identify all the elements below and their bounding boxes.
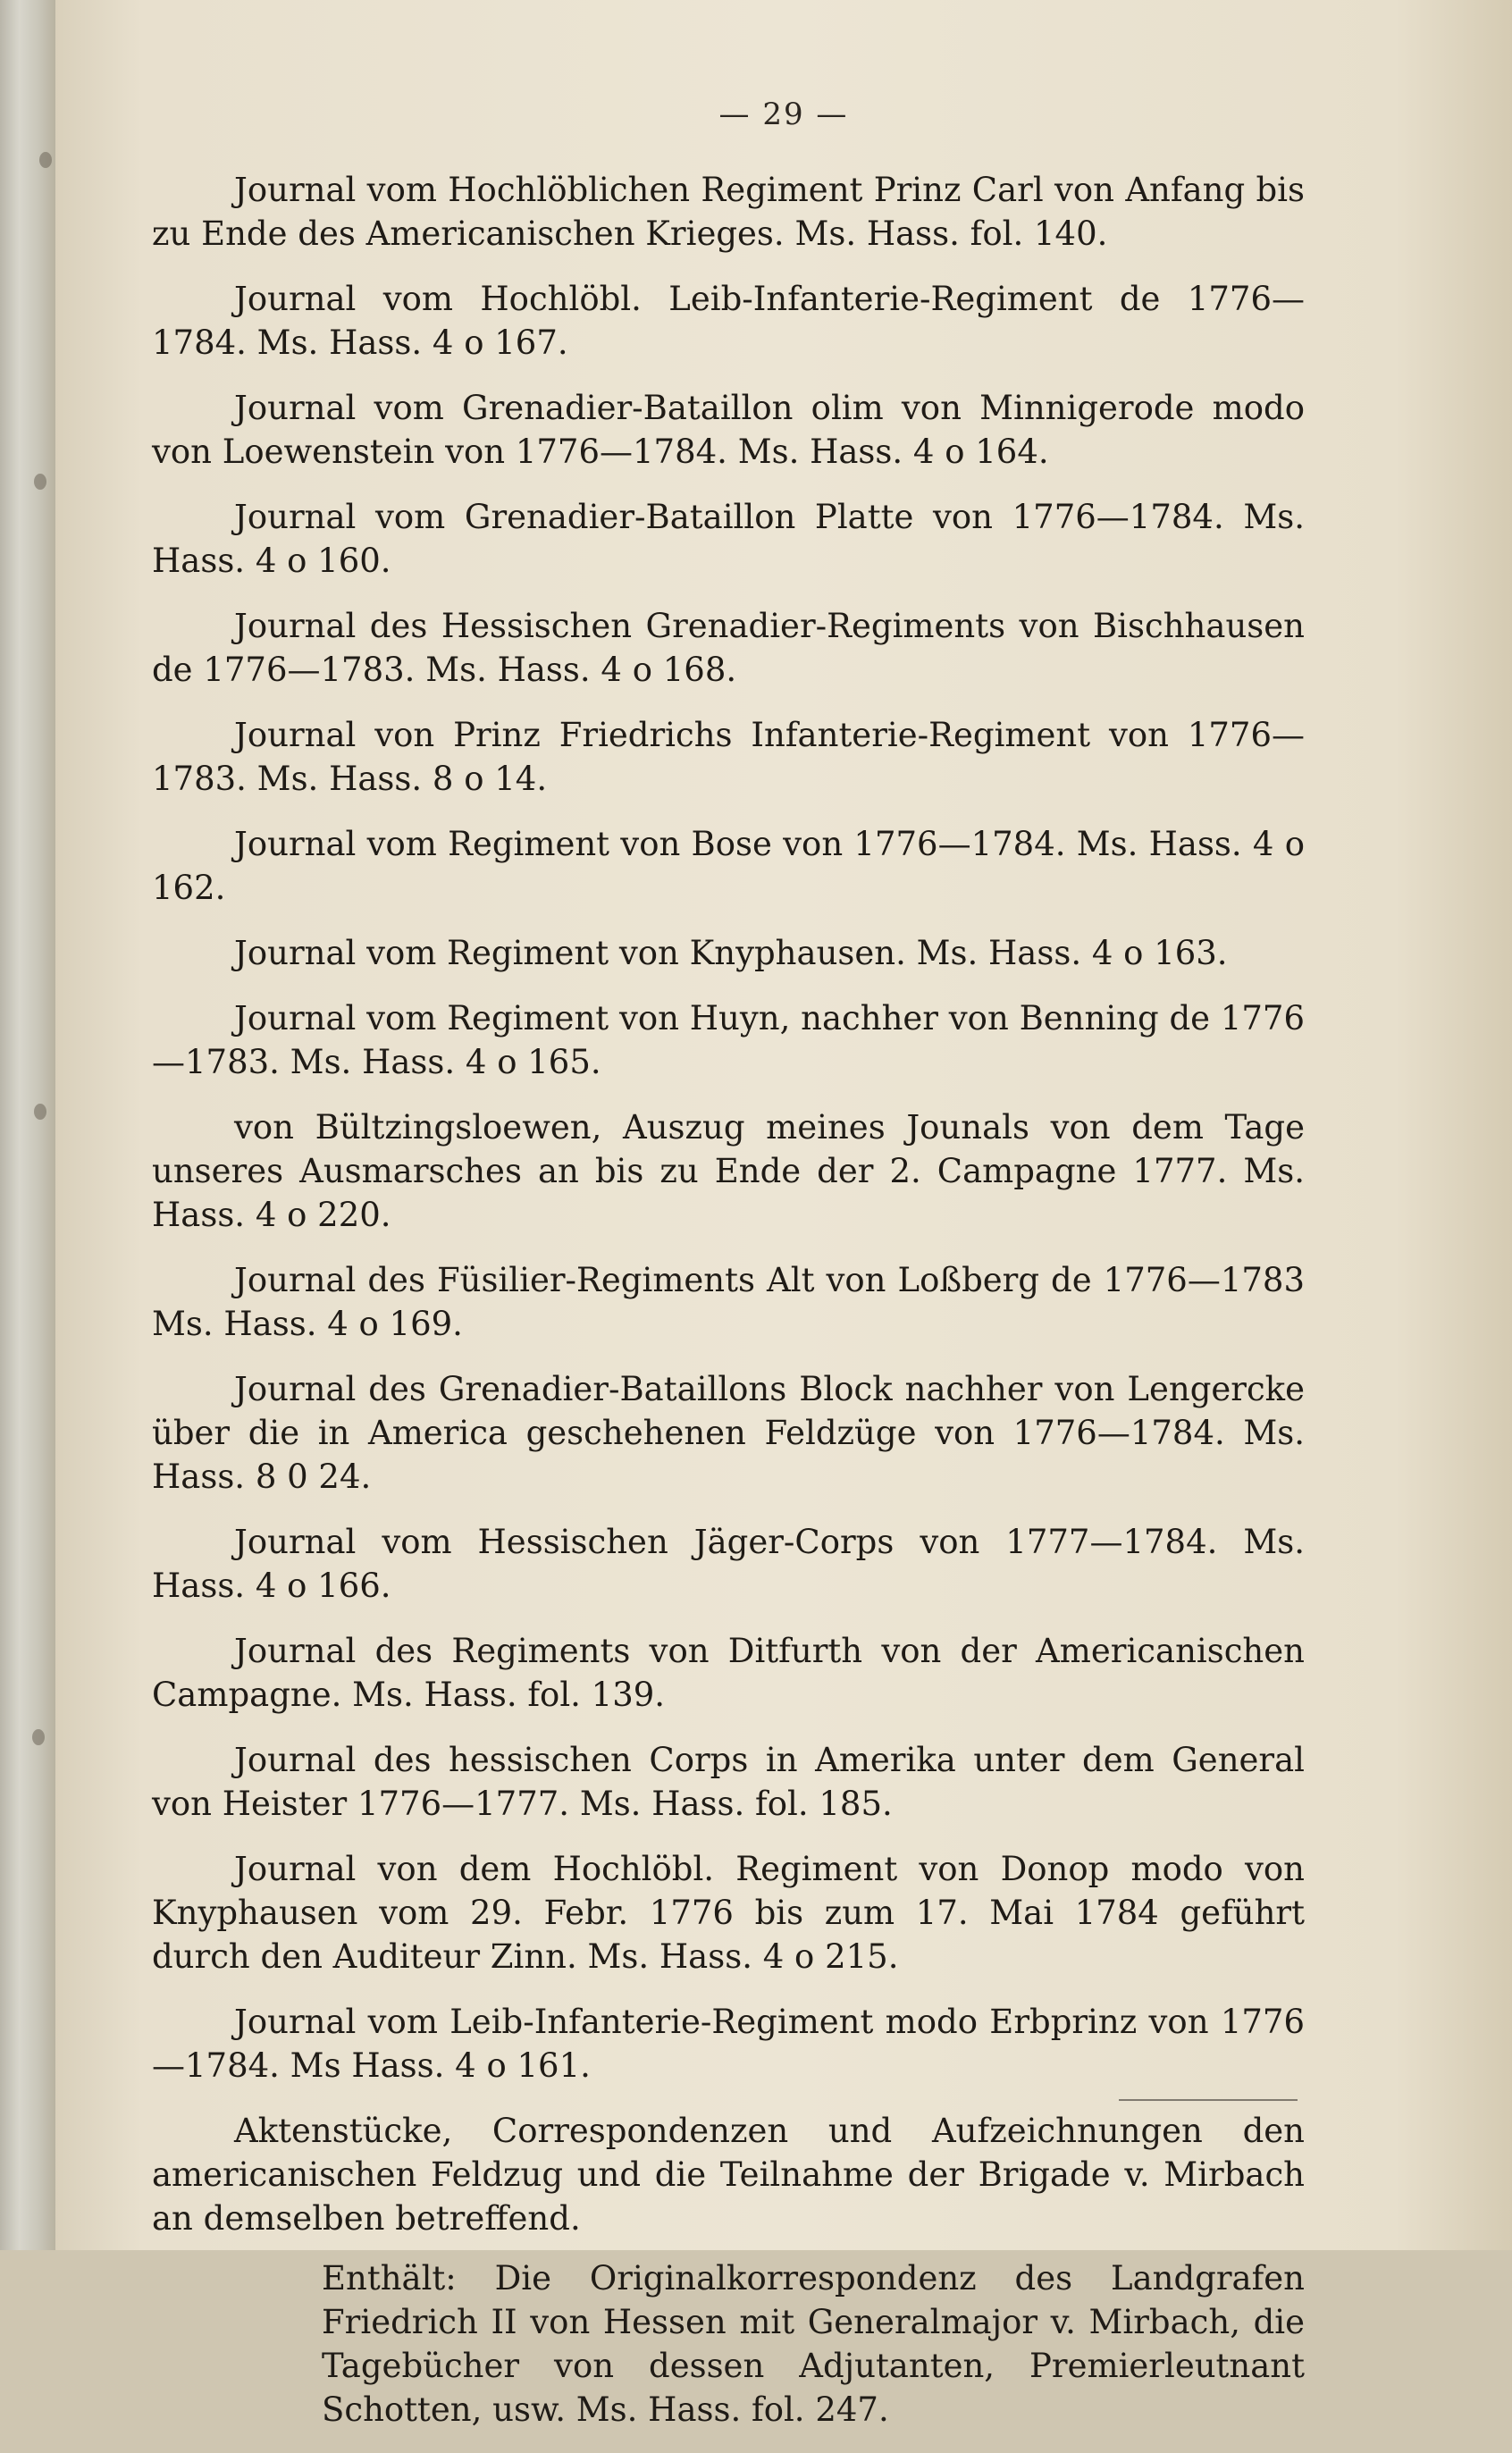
- binding-mark: [34, 1104, 46, 1120]
- list-item: von Bültzingsloewen, Auszug meines Jounals von dem Tage unseres Ausmarsches an bis zu Ende der 2. Campagne 1777. Ms. Hass. 4 o 220.: [152, 1108, 1305, 1234]
- list-item: Journal von Prinz Friedrichs Infanterie-Regiment von 1776—1783. Ms. Hass. 8 o 14.: [152, 716, 1305, 798]
- list-item: Journal vom Hessischen Jäger-Corps von 1777—1784. Ms. Hass. 4 o 166.: [152, 1523, 1305, 1605]
- list-item: Journal vom Grenadier-Bataillon Platte von 1776—1784. Ms. Hass. 4 o 160.: [152, 498, 1305, 580]
- list-item: Journal des Regiments von Ditfurth von der Americanischen Campagne. Ms. Hass. fol. 139.: [152, 1632, 1305, 1714]
- list-item: Journal vom Regiment von Huyn, nachher von Benning de 1776—1783. Ms. Hass. 4 o 165.: [152, 999, 1305, 1081]
- list-item: Journal von dem Hochlöbl. Regiment von Donop modo von Knyphausen vom 29. Febr. 1776 bis zum 17. Mai 1784 geführt durch den Auditeur Zinn. Ms. Hass. 4 o 215.: [152, 1850, 1305, 1976]
- list-item: Journal vom Regiment von Knyphausen. Ms. Hass. 4 o 163.: [234, 934, 1228, 972]
- book-binding: [0, 0, 55, 2250]
- list-item: Journal vom Hochlöbl. Leib-Infanterie-Regiment de 1776—1784. Ms. Hass. 4 o 167.: [152, 280, 1305, 362]
- binding-mark: [32, 1729, 45, 1745]
- list-item: Journal des Füsilier-Regiments Alt von Loßberg de 1776—1783 Ms. Hass. 4 o 169.: [152, 1261, 1305, 1343]
- list-item: Journal vom Leib-Infanterie-Regiment modo Erbprinz von 1776—1784. Ms Hass. 4 o 161.: [152, 2003, 1305, 2085]
- list-item: Journal des Grenadier-Bataillons Block nachher von Lengercke über die in America geschehenen Feldzüge von 1776—1784. Ms. Hass. 8 0 24.: [152, 1370, 1305, 1496]
- list-item: Aktenstücke, Correspondenzen und Aufzeichnungen den americanischen Feldzug und die Teilnahme der Brigade v. Mirbach an demselben betreffend.: [152, 2112, 1305, 2238]
- list-item: Journal vom Hochlöblichen Regiment Prinz Carl von Anfang bis zu Ende des Americanischen Krieges. Ms. Hass. fol. 140.: [152, 171, 1305, 253]
- bibliography-list: [152, 168, 1305, 2453]
- binding-mark: [34, 474, 46, 490]
- pencil-underline: [1119, 2099, 1298, 2101]
- list-item: Journal des Hessischen Grenadier-Regiments von Bischhausen de 1776—1783. Ms. Hass. 4 o 168.: [152, 607, 1305, 689]
- page-number: — 29 —: [718, 97, 849, 132]
- list-item: Journal vom Regiment von Bose von 1776—1784. Ms. Hass. 4 o 162.: [152, 825, 1305, 907]
- list-item: Journal vom Grenadier-Bataillon olim von Minnigerode modo von Loewenstein von 1776—1784. Ms. Hass. 4 o 164.: [152, 389, 1305, 471]
- book-page: [55, 0, 1512, 2429]
- list-item: Journal des hessischen Corps in Amerika unter dem General von Heister 1776—1777. Ms. Hass. fol. 185.: [152, 1741, 1305, 1823]
- binding-mark: [39, 152, 52, 168]
- contents-note: Enthält: Die Originalkorrespondenz des Landgrafen Friedrich II von Hessen mit Generalmajor v. Mirbach, die Tagebücher von dessen Adjutanten, Premierleutnant Schotten, usw. Ms. Hass. fol. 247.: [322, 2259, 1305, 2429]
